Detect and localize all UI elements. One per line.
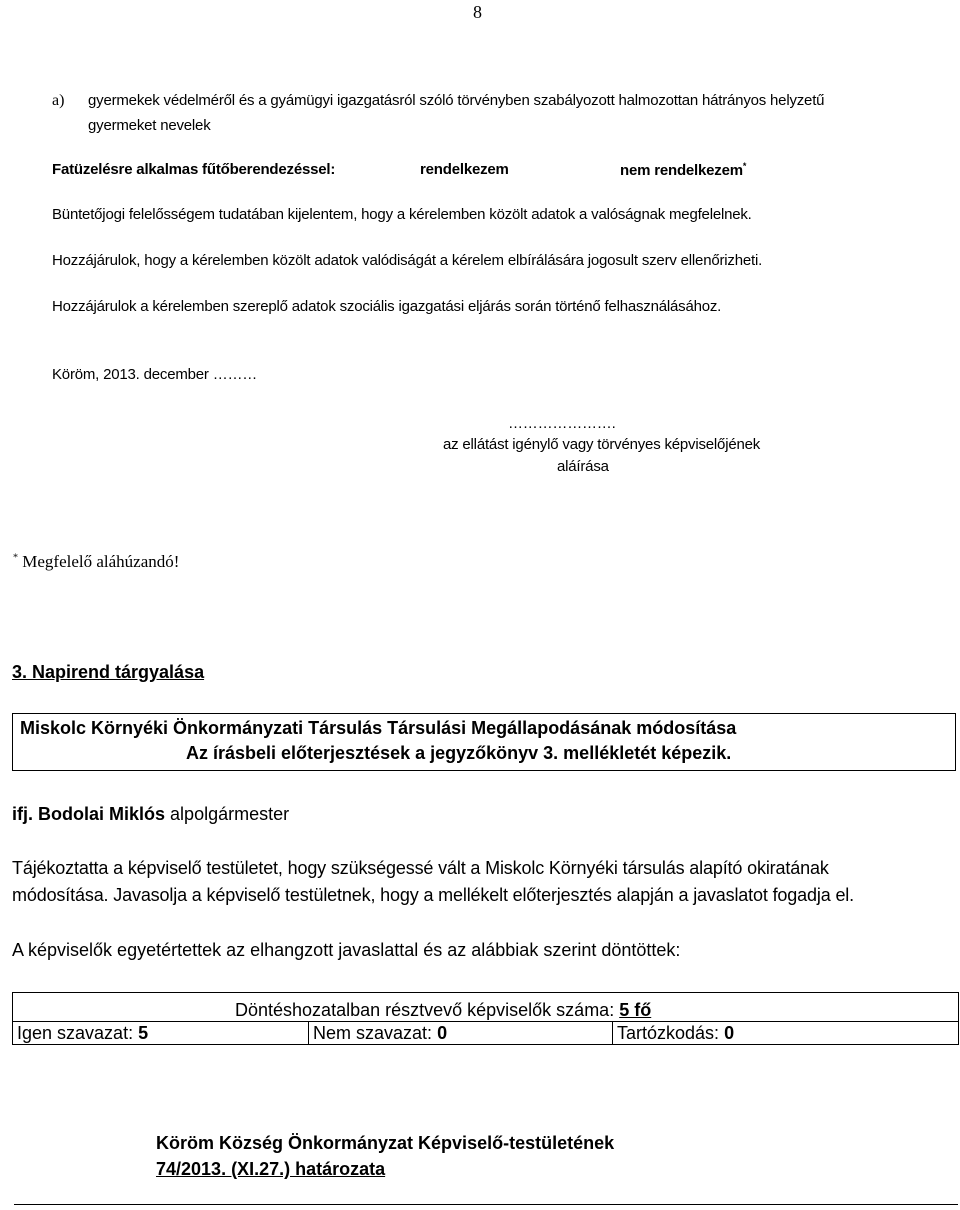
date-line: Köröm, 2013. december ……… — [52, 366, 258, 383]
speaker-role: alpolgármester — [170, 804, 290, 824]
statement-1: Büntetőjogi felelősségem tudatában kijelentem, hogy a kérelemben közölt adatok a valóságnak megfelelnek. — [52, 206, 752, 223]
resolution-line2: 74/2013. (XI.27.) határozata — [156, 1159, 386, 1179]
participants-value: 5 fő — [619, 1000, 652, 1020]
agenda-box-line2: Az írásbeli előterjesztések a jegyzőkönyv 3. mellékletét képezik. — [186, 743, 732, 763]
no-vote-cell — [309, 1022, 613, 1045]
heating-option-no-text: nem rendelkezem — [620, 162, 743, 179]
heating-asterisk: * — [742, 161, 747, 171]
heating-option-yes: rendelkezem — [420, 161, 509, 178]
item-a-line1: gyermekek védelméről és a gyámügyi igazgatásról szóló törvényben szabályozott halmozottan hátrányos helyzetű — [88, 92, 825, 109]
statement-3: Hozzájárulok a kérelemben szereplő adatok szociális igazgatási eljárás során történő felhasználásához. — [52, 298, 722, 315]
abstain-value: 0 — [724, 1023, 735, 1043]
decision-intro: A képviselők egyetértettek az elhangzott javaslattal és az alábbiak szerint döntöttek: — [12, 940, 681, 960]
paragraph-line2: módosítása. Javasolja a képviselő testületnek, hogy a mellékelt előterjesztés alapján a javaslatot fogadja el. — [12, 885, 854, 905]
no-vote-label: Nem szavazat: — [313, 1023, 433, 1043]
agenda-box-line1: Miskolc Környéki Önkormányzati Társulás Társulási Megállapodásának módosítása — [20, 718, 737, 738]
footnote — [13, 552, 179, 572]
no-vote-value: 0 — [437, 1023, 448, 1043]
signature-line1: az ellátást igénylő vagy törvényes képviselőjének — [443, 436, 761, 453]
footnote-mark: * — [13, 552, 18, 564]
yes-vote-cell — [13, 1022, 309, 1045]
footnote-text: Megfelelő aláhúzandó! — [22, 552, 180, 571]
vote-table-header-row — [13, 993, 959, 1022]
statement-2: Hozzájárulok, hogy a kérelemben közölt adatok valódiságát a kérelem elbírálására jogosult szerv ellenőrizheti. — [52, 252, 763, 269]
vote-table-header — [13, 993, 959, 1022]
vote-table — [12, 992, 959, 1045]
page-number: 8 — [473, 2, 482, 22]
vote-table-result-row — [13, 1022, 959, 1045]
item-a-label: a) — [52, 92, 65, 109]
heating-option-no — [620, 161, 746, 179]
yes-vote-label: Igen szavazat: — [17, 1023, 134, 1043]
participants-label: Döntéshozatalban résztvevő képviselők száma: — [235, 1000, 615, 1020]
bottom-divider — [14, 1204, 958, 1205]
item-a-line2: gyermeket nevelek — [88, 117, 211, 134]
heating-label: Fatüzelésre alkalmas fűtőberendezéssel: — [52, 161, 336, 178]
signature-line2: aláírása — [557, 458, 609, 475]
resolution-line1: Köröm Község Önkormányzat Képviselő-testületének — [156, 1133, 615, 1153]
abstain-cell — [613, 1022, 959, 1045]
agenda-heading: 3. Napirend tárgyalása — [12, 662, 205, 682]
speaker-name: Bodolai Miklós — [38, 804, 166, 824]
signature-dots: …………………. — [508, 415, 616, 432]
speaker-prefix: ifj. — [12, 804, 33, 824]
yes-vote-value: 5 — [138, 1023, 149, 1043]
speaker-line — [12, 804, 289, 825]
paragraph-line1: Tájékoztatta a képviselő testületet, hogy szükségessé vált a Miskolc Környéki társulás alapító okiratának — [12, 858, 829, 878]
abstain-label: Tartózkodás: — [617, 1023, 720, 1043]
